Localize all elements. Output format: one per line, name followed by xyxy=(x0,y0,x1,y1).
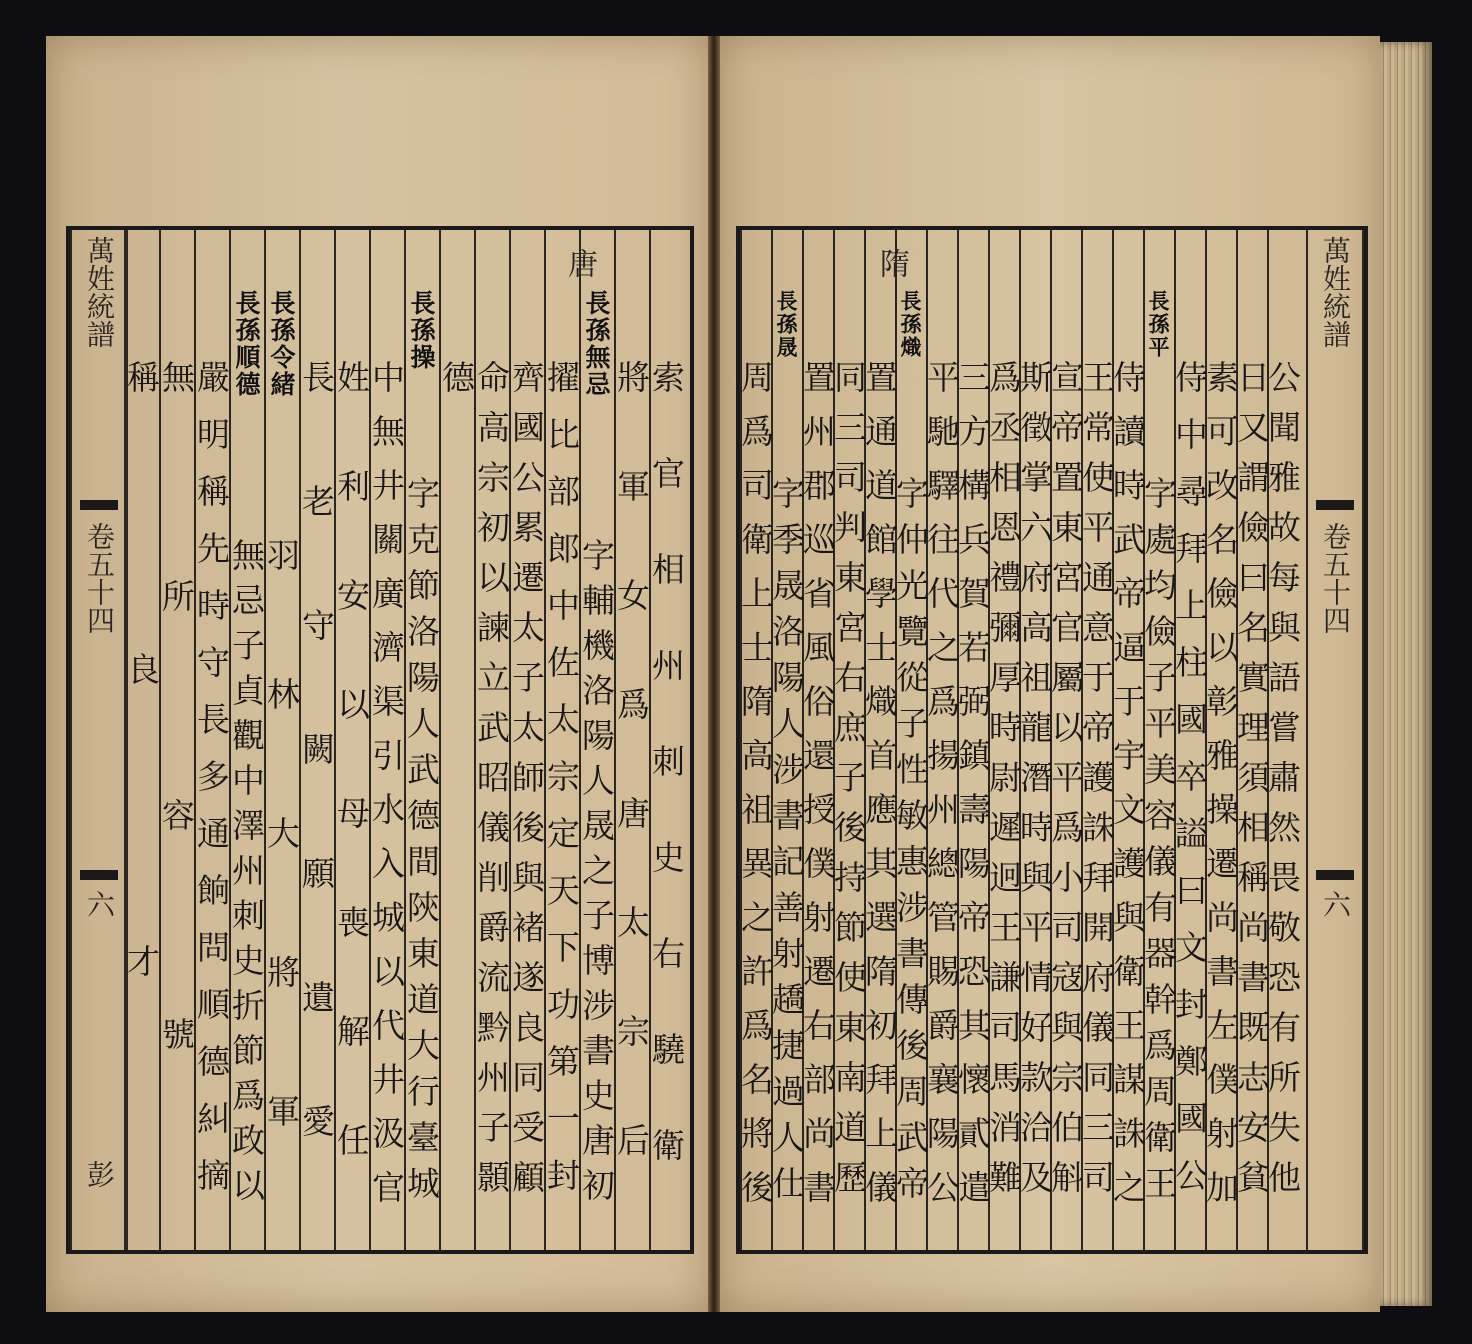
left-banxin xyxy=(70,230,128,1250)
column-text: 稱良才 xyxy=(122,360,161,1236)
banxin-volume: 卷五十四 xyxy=(83,522,116,634)
text-column xyxy=(474,230,509,1250)
right-text-block xyxy=(736,226,1368,1254)
right-banxin xyxy=(1306,230,1364,1250)
book-spread xyxy=(40,36,1440,1312)
text-column xyxy=(124,230,159,1250)
banxin-title: 萬姓統譜 xyxy=(83,236,116,348)
column-text: 平馳驛往代之爲揚州總管賜爵襄陽公 xyxy=(922,360,961,1224)
text-column xyxy=(614,230,649,1250)
banxin-bottom: 彭 xyxy=(83,1160,116,1188)
banxin-page: 六 xyxy=(83,890,116,918)
entry-column xyxy=(229,230,264,1250)
text-column xyxy=(1170,230,1209,1250)
text-column xyxy=(829,230,868,1250)
column-text: 公聞雅故每與語嘗肅然畏敬恐有所失他 xyxy=(1263,360,1302,1210)
banxin-title: 萬姓統譜 xyxy=(1319,236,1352,348)
entry-text: 字輔機洛陽人晟之子博涉書史唐初 xyxy=(577,538,616,1213)
text-column xyxy=(1201,230,1240,1250)
text-column xyxy=(1015,230,1054,1250)
column-text: 無所容號 xyxy=(157,360,196,1236)
text-column xyxy=(798,230,837,1250)
fishtail-mark xyxy=(80,500,118,510)
column-text: 擢比部郎中佐太宗定天下功第一封 xyxy=(542,360,581,1215)
fishtail-mark xyxy=(80,870,118,880)
page-edges xyxy=(1380,42,1432,1306)
entry-column xyxy=(1139,230,1178,1250)
text-column xyxy=(984,230,1023,1250)
entry-column xyxy=(404,230,439,1250)
column-text: 索官相州刺史右驍衛 xyxy=(647,360,686,1224)
entry-name: 長孫平 xyxy=(1146,290,1171,359)
entry-text: 字克節洛陽人武德間陝東道大行臺城 xyxy=(402,476,441,1212)
text-column xyxy=(544,230,579,1250)
left-text-block xyxy=(66,226,694,1254)
column-text: 王常使平通意于帝護誅拜開府儀同三司 xyxy=(1077,360,1116,1210)
column-text: 斯徵掌六府高祖龍潛時與平情好款洽及 xyxy=(1015,360,1054,1210)
column-text: 德 xyxy=(437,360,476,1239)
entry-name: 長孫晟 xyxy=(774,290,799,359)
column-text: 三方構兵賀若弼鎮壽陽帝恐其懷貳遣 xyxy=(953,360,992,1224)
entry-name: 長孫順德 xyxy=(232,290,261,398)
entry-name: 長孫熾 xyxy=(898,290,923,359)
text-column xyxy=(299,230,334,1250)
era-label: 唐 xyxy=(562,248,597,278)
text-column xyxy=(922,230,961,1250)
column-text: 姓利安以母喪解任 xyxy=(332,360,371,1232)
column-text: 同三司判東宮右庶子後持節使東南道歷 xyxy=(829,360,868,1210)
text-column xyxy=(1046,230,1085,1250)
text-column xyxy=(439,230,474,1250)
column-text: 侍讀時武帝逼于宇文護與衛王謀誅之 xyxy=(1108,360,1147,1224)
fishtail-mark xyxy=(1316,500,1354,510)
right-page xyxy=(720,36,1380,1312)
text-column xyxy=(1263,230,1302,1250)
column-text: 齊國公累遷太子太師後與褚遂良同受顧 xyxy=(507,360,546,1210)
left-page xyxy=(46,36,708,1312)
text-column xyxy=(736,230,775,1250)
era-label: 隋 xyxy=(874,248,909,278)
column-text: 宣帝置東宮官屬以平爲小司寇與宗伯斛 xyxy=(1046,360,1085,1210)
entry-text: 羽林大將軍 xyxy=(262,538,301,1233)
fishtail-mark xyxy=(1316,870,1354,880)
column-text: 爲丞相恩禮彌厚時尉遲迥王謙司馬消難 xyxy=(984,360,1023,1210)
entry-text: 字季晟洛陽人涉書記善射趫捷過人仕 xyxy=(767,476,806,1212)
text-column xyxy=(509,230,544,1250)
entry-name: 長孫操 xyxy=(407,290,436,371)
book-gutter xyxy=(708,36,720,1312)
column-text: 嚴明稱先時守長多通餉問順德糾摘 xyxy=(192,360,231,1215)
column-text: 命高宗初以諫立武昭儀削爵流黔州子顥 xyxy=(472,360,511,1210)
column-text: 侍中尋拜上柱國卒謚曰文封鄭國公 xyxy=(1170,360,1209,1215)
banxin-page: 六 xyxy=(1319,890,1352,918)
entry-name: 長孫令緒 xyxy=(267,290,296,398)
entry-text: 字處均儉子平美容儀有器幹爲周衛王 xyxy=(1139,476,1178,1212)
text-column xyxy=(860,230,899,1250)
column-text: 日又謂儉曰名實理須相稱尚書既志安貧 xyxy=(1232,360,1271,1210)
entry-text: 字仲光覽從子性敏惠涉書傳後周武帝 xyxy=(891,476,930,1212)
column-text: 素可改名儉以彰雅操遷尚書左僕射加 xyxy=(1201,360,1240,1224)
entry-text: 無忌子貞觀中澤州刺史折節爲政以 xyxy=(227,538,266,1213)
entry-column xyxy=(264,230,299,1250)
text-column xyxy=(649,230,684,1250)
text-column xyxy=(159,230,194,1250)
column-text: 周爲司衛上士隋高祖異之許爲名將後 xyxy=(736,360,775,1224)
column-text: 中無井關廣濟渠引水入城以代井汲官 xyxy=(367,360,406,1224)
column-text: 將軍女爲唐太宗后 xyxy=(612,360,651,1232)
text-column xyxy=(1232,230,1271,1250)
text-column xyxy=(334,230,369,1250)
entry-column xyxy=(767,230,806,1250)
text-column xyxy=(1108,230,1147,1250)
text-column xyxy=(1077,230,1116,1250)
entry-name: 長孫無忌 xyxy=(582,290,611,398)
column-text: 長老守闕願遺愛 xyxy=(297,360,336,1228)
text-column xyxy=(369,230,404,1250)
column-text: 置州郡巡省風俗還授僕射遷右部尚書 xyxy=(798,360,837,1224)
banxin-volume: 卷五十四 xyxy=(1319,522,1352,634)
text-column xyxy=(953,230,992,1250)
entry-column xyxy=(562,230,616,1250)
column-text: 置通道館學士熾首應其選隋初拜上儀 xyxy=(860,360,899,1224)
text-column xyxy=(194,230,229,1250)
